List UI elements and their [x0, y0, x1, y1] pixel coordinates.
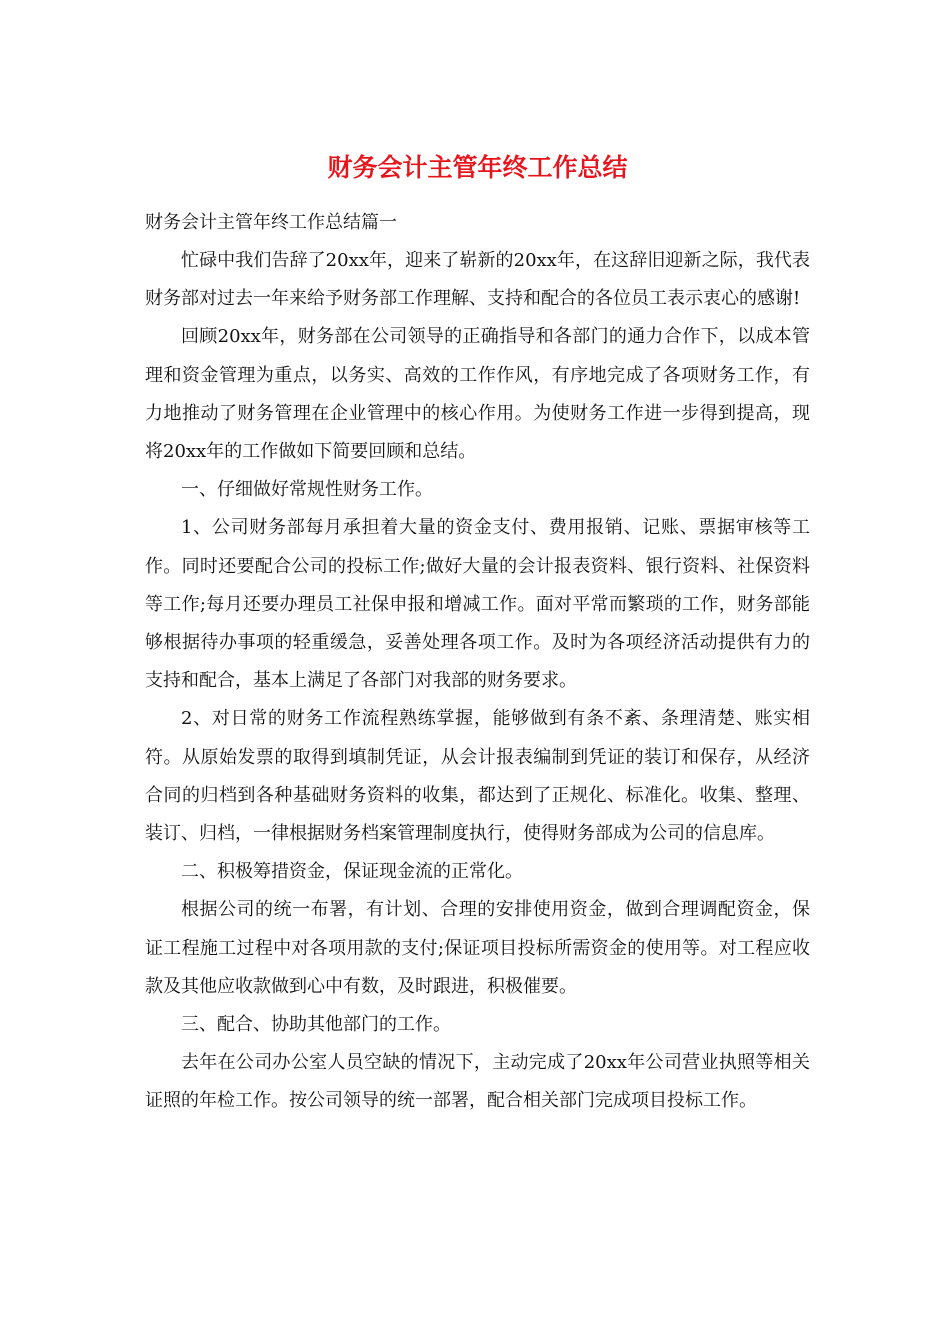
- section-heading-3: 三、配合、协助其他部门的工作。: [181, 1014, 451, 1036]
- paragraph-funding: 根据公司的统一布署，有计划、合理的安排使用资金，做到合理调配资金，保证工程施工过程中对各项用款的支付;保证项目投标所需资金的使用等。对工程应收款及其他应收款做到心中有数，及时跟进，积极催要。: [145, 899, 810, 997]
- document-subtitle: 财务会计主管年终工作总结篇一: [145, 212, 397, 233]
- paragraph-intro: 忙碌中我们告辞了20xx年，迎来了崭新的20xx年，在这辞旧迎新之际，我代表财务部对过去一年来给予财务部工作理解、支持和配合的各位员工表示衷心的感谢!: [145, 250, 810, 310]
- section-heading-1: 一、仔细做好常规性财务工作。: [181, 479, 433, 501]
- paragraph-item-1: 1、公司财务部每月承担着大量的资金支付、费用报销、记账、票据审核等工作。同时还要配合公司的投标工作;做好大量的会计报表资料、银行资料、社保资料等工作;每月还要办理员工社保申报和增减工作。面对平常而繁琐的工作，财务部能够根据待办事项的轻重缓急，妥善处理各项工作。及时为各项经济活动提供有力的支持和配合，基本上满足了各部门对我部的财务要求。: [145, 517, 810, 692]
- section-heading-2: 二、积极筹措资金，保证现金流的正常化。: [181, 861, 523, 883]
- paragraph-item-2: 2、对日常的财务工作流程熟练掌握，能够做到有条不紊、条理清楚、账实相符。从原始发票的取得到填制凭证，从会计报表编制到凭证的装订和保存，从经济合同的归档到各种基础财务资料的收集，都达到了正规化、标准化。收集、整理、装订、归档，一律根据财务档案管理制度执行，使得财务部成为公司的信息库。: [145, 708, 810, 845]
- document-title: 财务会计主管年终工作总结: [327, 153, 628, 182]
- paragraph-review: 回顾20xx年，财务部在公司领导的正确指导和各部门的通力合作下，以成本管理和资金管理为重点，以务实、高效的工作作风，有序地完成了各项财务工作，有力地推动了财务管理在企业管理中的核心作用。为使财务工作进一步得到提高，现将20xx年的工作做如下简要回顾和总结。: [145, 326, 810, 463]
- paragraph-cooperation: 去年在公司办公室人员空缺的情况下，主动完成了20xx年公司营业执照等相关证照的年检工作。按公司领导的统一部署，配合相关部门完成项目投标工作。: [145, 1052, 810, 1112]
- document-page: [145, 150, 810, 1121]
